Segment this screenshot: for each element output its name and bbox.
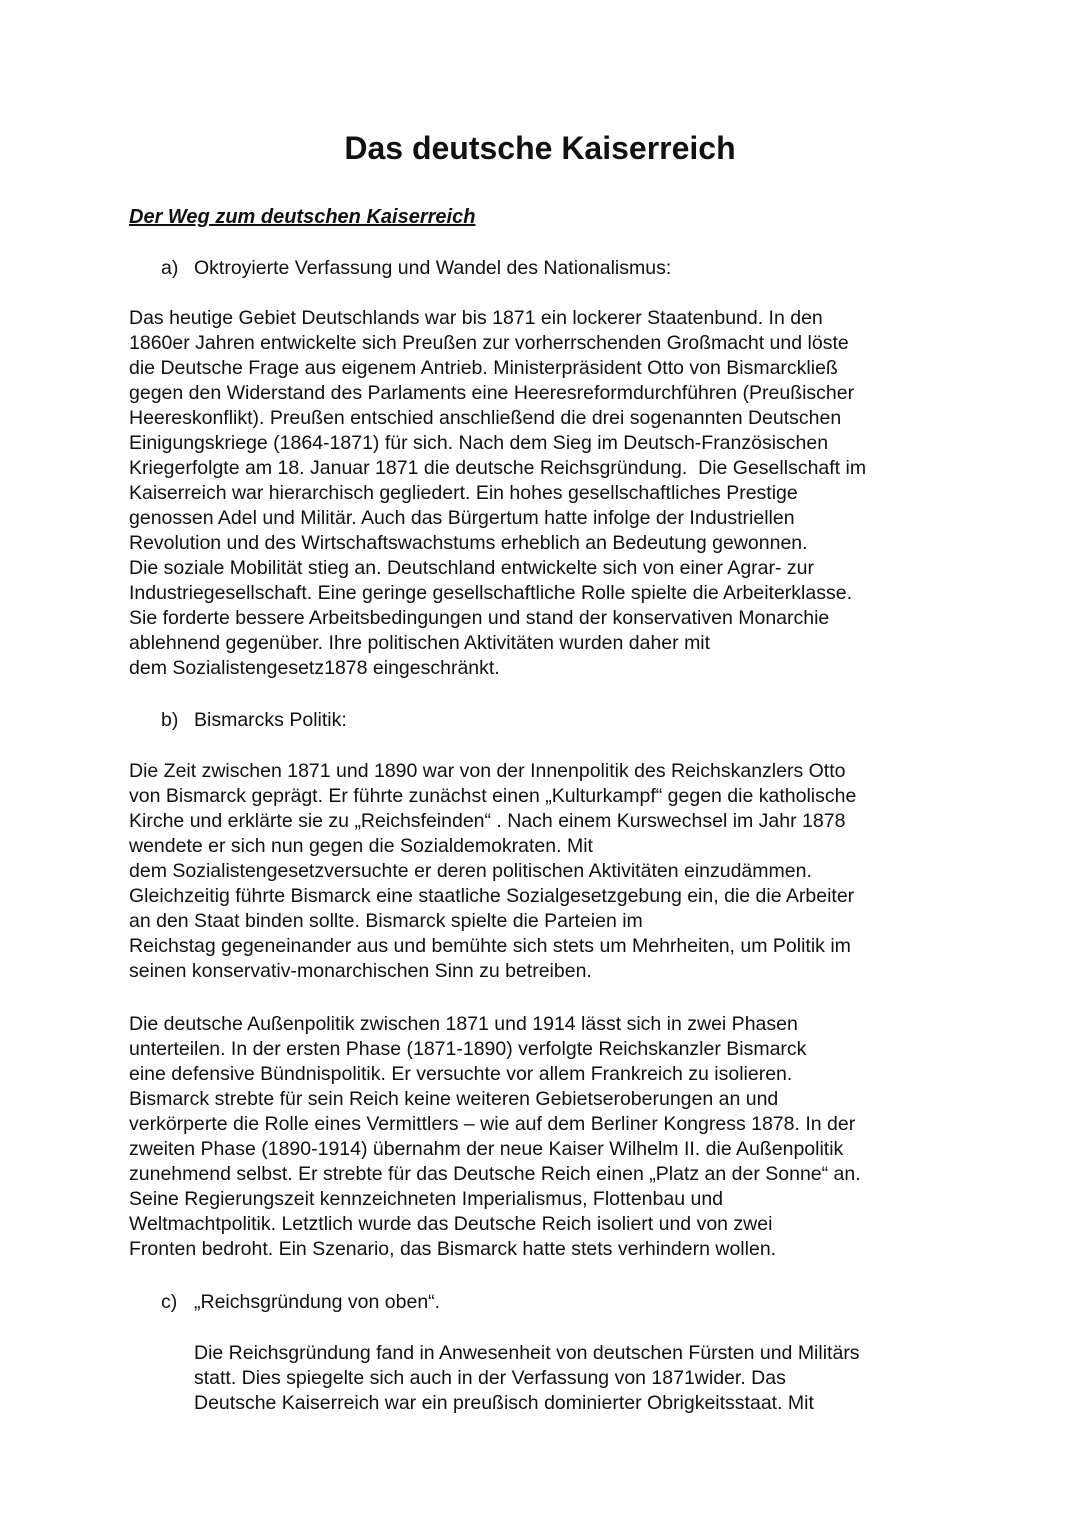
text-line: Kriegerfolgte am 18. Januar 1871 die deutsche Reichsgründung. Die Gesellschaft im xyxy=(129,457,867,479)
text-line: statt. Dies spiegelte sich auch in der Verfassung von 1871wider. Das xyxy=(194,1367,786,1389)
text-line: Gleichzeitig führte Bismarck eine staatliche Sozialgesetzgebung ein, die die Arbeiter xyxy=(129,885,855,907)
text-line: Kaiserreich war hierarchisch gegliedert. Ein hohes gesellschaftliches Prestige xyxy=(129,482,798,504)
subheading-a xyxy=(161,256,671,281)
text-line: ablehnend gegenüber. Ihre politischen Aktivitäten wurden daher mit xyxy=(129,632,711,654)
paragraph-2 xyxy=(129,759,856,984)
text-line: die Deutsche Frage aus eigenem Antrieb. Ministerpräsident Otto von Bismarckließ xyxy=(129,357,838,379)
text-line: Die soziale Mobilität stieg an. Deutschland entwickelte sich von einer Agrar- zur xyxy=(129,557,814,579)
paragraph-1 xyxy=(129,306,866,681)
text-line: von Bismarck geprägt. Er führte zunächst einen „Kulturkampf“ gegen die katholische xyxy=(129,785,857,807)
text-line: Heereskonflikt). Preußen entschied anschließend die drei sogenannten Deutschen xyxy=(129,407,842,429)
text-line: an den Staat binden sollte. Bismarck spielte die Parteien im xyxy=(129,910,643,932)
text-line: Einigungskriege (1864-1871) für sich. Nach dem Sieg im Deutsch-Französischen xyxy=(129,432,829,454)
text-line: Das heutige Gebiet Deutschlands war bis 1871 ein lockerer Staatenbund. In den xyxy=(129,307,823,329)
document-title: Das deutsche Kaiserreich xyxy=(344,130,736,166)
text-line: wendete er sich nun gegen die Sozialdemokraten. Mit xyxy=(129,835,593,857)
text-line: zweiten Phase (1890-1914) übernahm der neue Kaiser Wilhelm II. die Außenpolitik xyxy=(129,1138,844,1160)
text-line: gegen den Widerstand des Parlaments eine Heeresreformdurchführen (Preußischer xyxy=(129,382,855,404)
text-line: dem Sozialistengesetz1878 eingeschränkt. xyxy=(129,657,500,679)
text-line: Seine Regierungszeit kennzeichneten Imperialismus, Flottenbau und xyxy=(129,1188,724,1210)
section-heading: Der Weg zum deutschen Kaiserreich xyxy=(129,206,476,228)
subheading-b xyxy=(161,708,347,733)
text-line: verkörperte die Rolle eines Vermittlers – wie auf dem Berliner Kongress 1878. In der xyxy=(129,1113,856,1135)
text-line: dem Sozialistengesetzversuchte er deren politischen Aktivitäten einzudämmen. xyxy=(129,860,812,882)
text-line: Sie forderte bessere Arbeitsbedingungen und stand der konservativen Monarchie xyxy=(129,607,830,629)
text-line: Kirche und erklärte sie zu „Reichsfeinden“ . Nach einem Kurswechsel im Jahr 1878 xyxy=(129,810,846,832)
text-line: eine defensive Bündnispolitik. Er versuchte vor allem Frankreich zu isolieren. xyxy=(129,1063,793,1085)
paragraph-3 xyxy=(129,1012,861,1262)
text-line: Deutsche Kaiserreich war ein preußisch dominierter Obrigkeitsstaat. Mit xyxy=(194,1392,814,1414)
subheading-c xyxy=(161,1290,440,1315)
text-line: Die deutsche Außenpolitik zwischen 1871 und 1914 lässt sich in zwei Phasen xyxy=(129,1013,798,1035)
subheading-marker: b) xyxy=(161,709,179,731)
text-line: Die Zeit zwischen 1871 und 1890 war von der Innenpolitik des Reichskanzlers Otto xyxy=(129,760,846,782)
text-line: Industriegesellschaft. Eine geringe gesellschaftliche Rolle spielte die Arbeiterklasse. xyxy=(129,582,852,604)
text-line: Bismarck strebte für sein Reich keine weiteren Gebietseroberungen an und xyxy=(129,1088,779,1110)
text-line: seinen konservativ-monarchischen Sinn zu betreiben. xyxy=(129,960,592,982)
text-line: Reichstag gegeneinander aus und bemühte sich stets um Mehrheiten, um Politik im xyxy=(129,935,851,957)
text-line: genossen Adel und Militär. Auch das Bürgertum hatte infolge der Industriellen xyxy=(129,507,795,529)
text-line: Die Reichsgründung fand in Anwesenheit von deutschen Fürsten und Militärs xyxy=(194,1342,860,1364)
text-line: Fronten bedroht. Ein Szenario, das Bismarck hatte stets verhindern wollen. xyxy=(129,1238,777,1260)
text-line: zunehmend selbst. Er strebte für das Deutsche Reich einen „Platz an der Sonne“ an. xyxy=(129,1163,861,1185)
subheading-label: Bismarcks Politik: xyxy=(194,709,347,731)
text-line: 1860er Jahren entwickelte sich Preußen zur vorherrschenden Großmacht und löste xyxy=(129,332,849,354)
text-line: Revolution und des Wirtschaftswachstums erheblich an Bedeutung gewonnen. xyxy=(129,532,808,554)
subheading-label: Oktroyierte Verfassung und Wandel des Nationalismus: xyxy=(194,257,672,279)
subheading-marker: c) xyxy=(161,1291,178,1313)
subheading-label: „Reichsgründung von oben“. xyxy=(194,1291,441,1313)
text-line: Weltmachtpolitik. Letztlich wurde das Deutsche Reich isoliert und von zwei xyxy=(129,1213,773,1235)
subheading-marker: a) xyxy=(161,257,179,279)
text-line: unterteilen. In der ersten Phase (1871-1890) verfolgte Reichskanzler Bismarck xyxy=(129,1038,807,1060)
paragraph-4 xyxy=(194,1341,860,1416)
